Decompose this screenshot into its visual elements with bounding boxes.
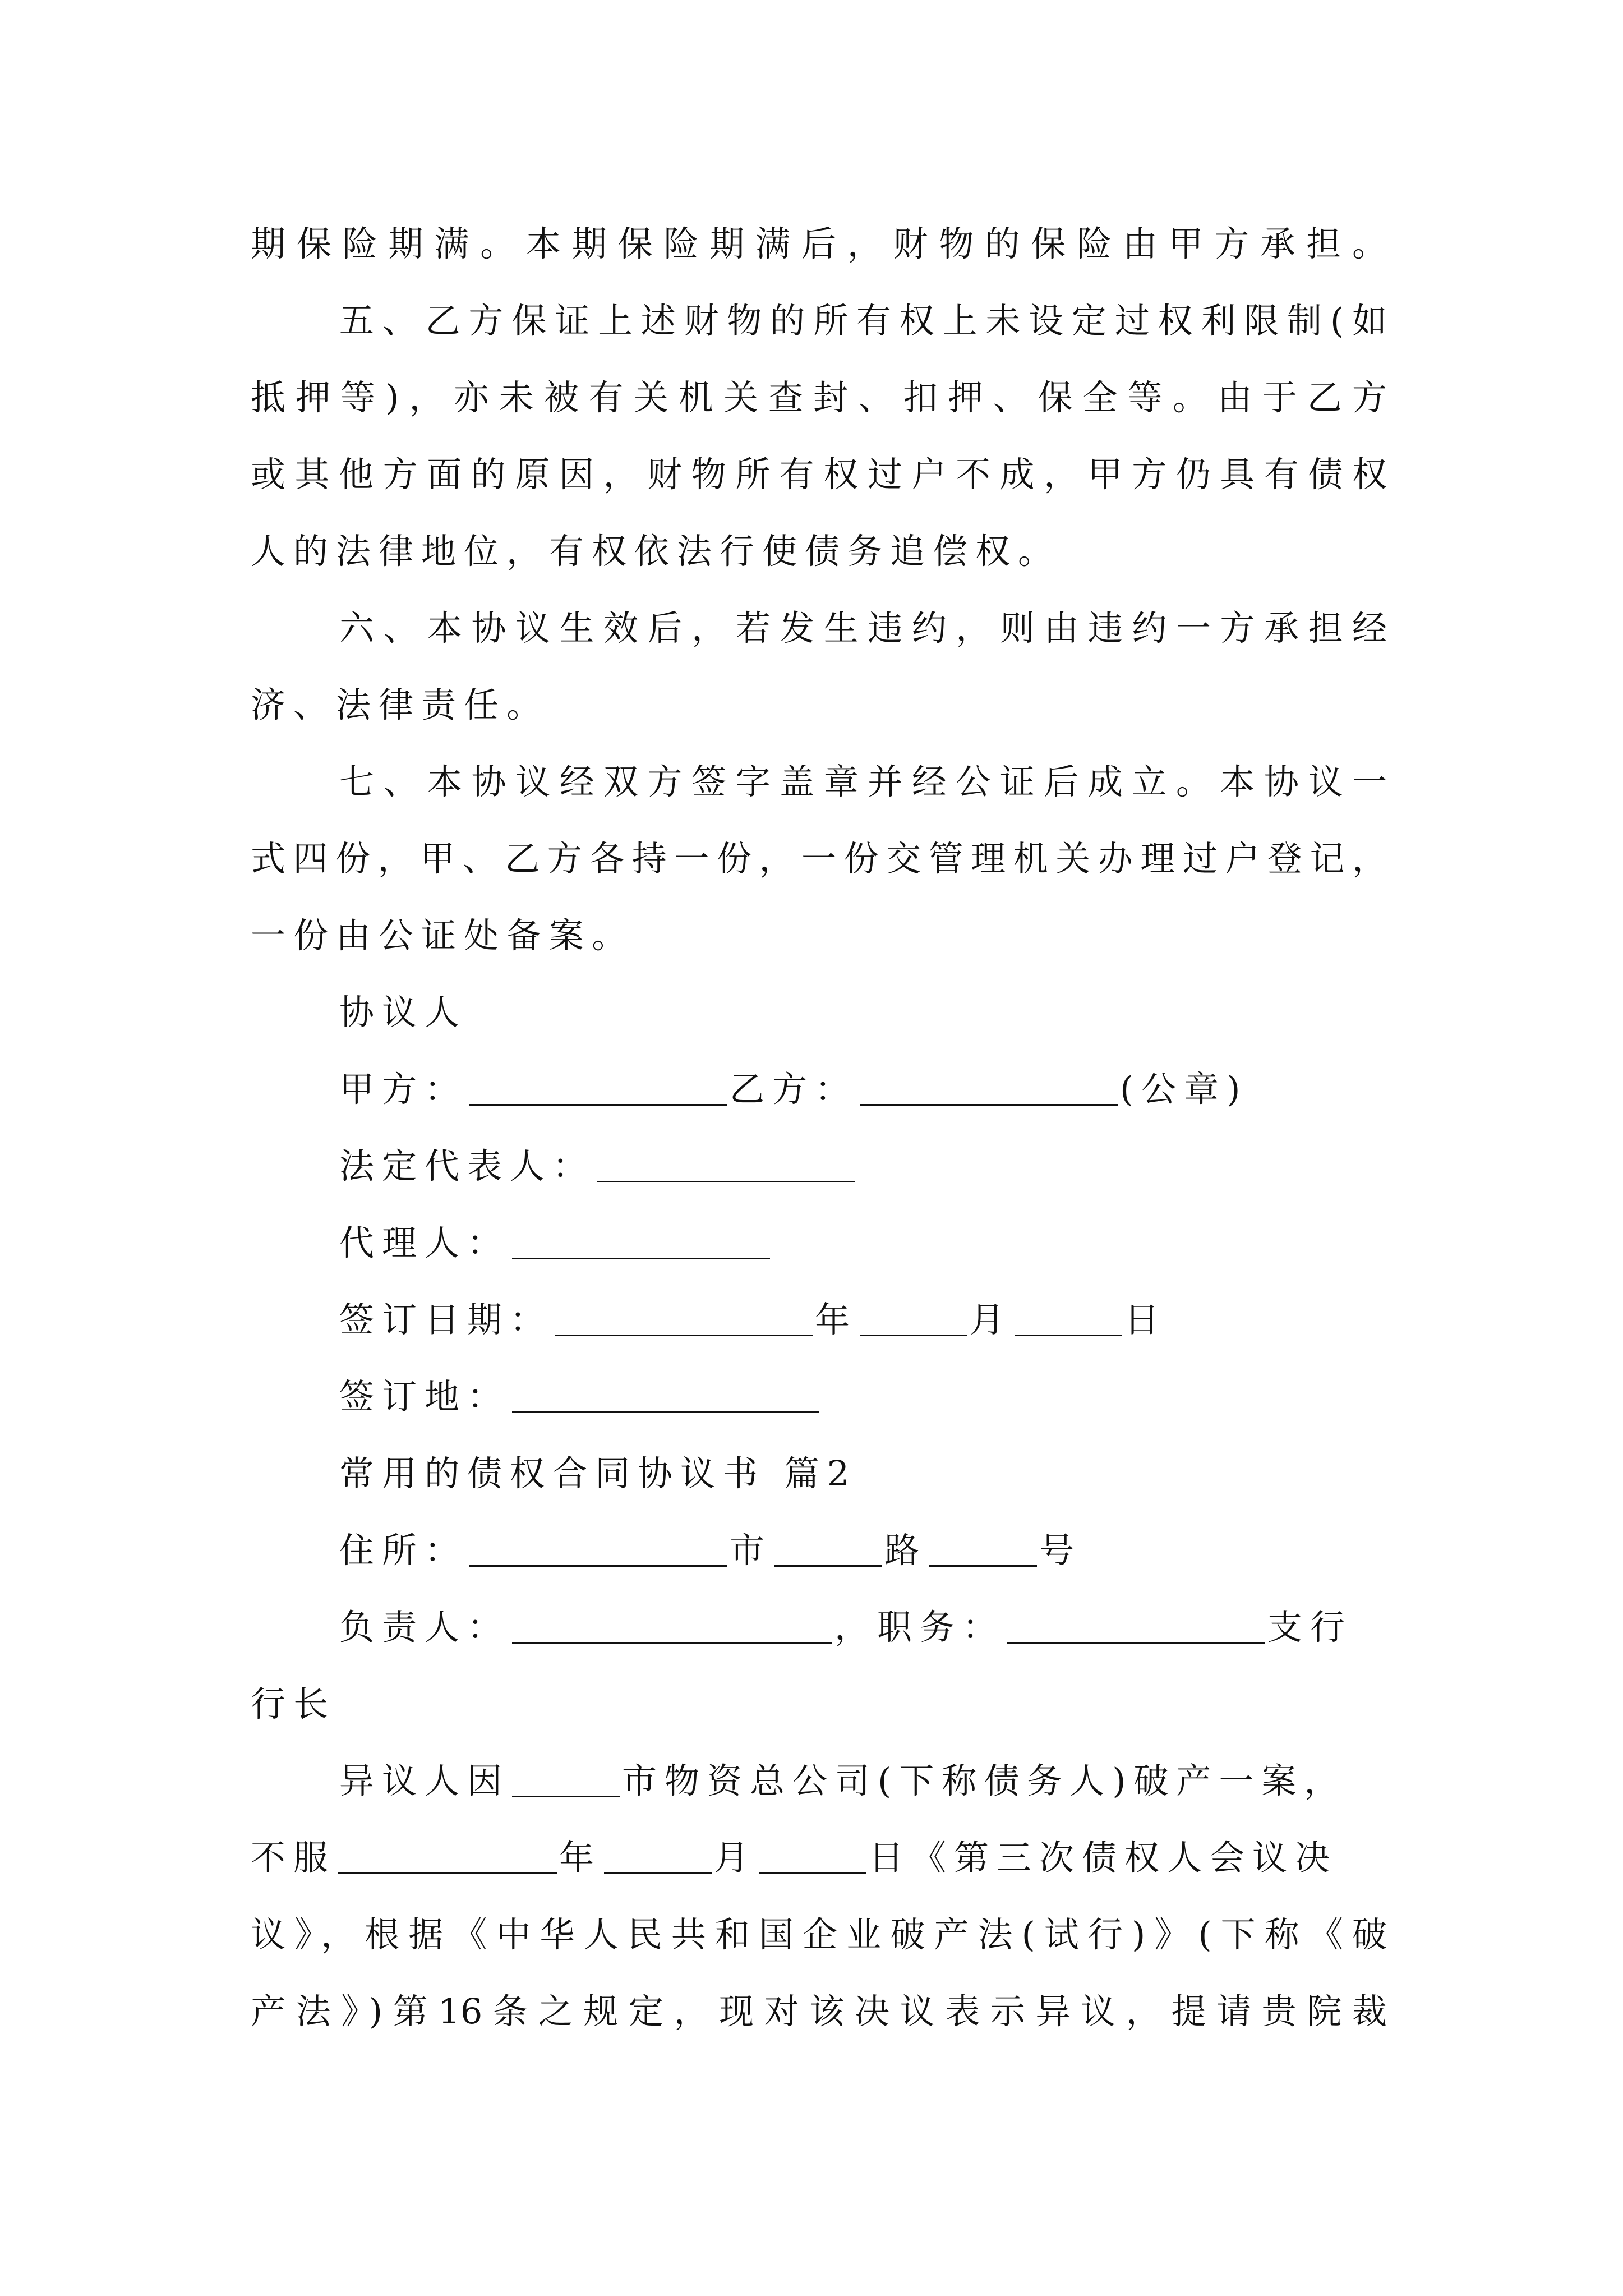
text-line (339, 974, 1387, 1051)
text-line (251, 820, 1387, 897)
text-segment: 异议人因 (339, 1760, 510, 1801)
text-segment: 法定代表人： (339, 1145, 596, 1186)
text-segment: 常用的债权合同协议书 篇2 (339, 1453, 857, 1494)
text-line (251, 1896, 1387, 1973)
text-segment: 六、本协议生效后，若发生违约，则由违约一方承担经 (339, 608, 1387, 648)
text-segment: 日 (1124, 1299, 1168, 1340)
blank-field (469, 1071, 727, 1106)
text-line (339, 282, 1387, 359)
text-segment: 负责人： (339, 1607, 510, 1648)
text-segment: 号 (1039, 1530, 1082, 1571)
text-line (251, 205, 1387, 282)
blank-field (860, 1302, 967, 1336)
text-segment: 一份由公证处备案。 (251, 915, 635, 956)
text-line (251, 359, 1387, 436)
text-segment: 签订日期： (339, 1299, 553, 1340)
blank-field (1015, 1302, 1122, 1336)
text-segment: 代理人： (339, 1222, 510, 1263)
text-segment: 式四份，甲、乙方各持一份，一份交管理机关办理过户登记， (251, 838, 1387, 879)
text-segment: 议》，根据《中华人民共和国企业破产法(试行)》(下称《破 (251, 1914, 1387, 1955)
text-line (339, 1742, 1387, 1819)
text-segment: 抵押等)，亦未被有关机关查封、扣押、保全等。由于乙方 (251, 377, 1387, 418)
text-segment: 市物资总公司(下称债务人)破产一案， (622, 1760, 1347, 1801)
text-line (251, 1973, 1387, 2050)
text-segment: 五、乙方保证上述财物的所有权上未设定过权利限制(如 (339, 300, 1387, 341)
text-segment: ，职务： (834, 1607, 1006, 1648)
text-segment: 住所： (339, 1530, 468, 1571)
text-segment: 产法》)第16条之规定，现对该决议表示异议，提请贵院裁 (251, 1991, 1387, 2032)
text-segment: 签订地： (339, 1376, 510, 1417)
text-line (339, 1435, 1387, 1512)
blank-field (1007, 1609, 1265, 1644)
blank-field (338, 1840, 557, 1874)
text-line (251, 897, 1387, 974)
blank-field (469, 1533, 727, 1567)
blank-field (512, 1763, 620, 1797)
text-line (339, 590, 1387, 666)
text-segment: 协议人 (339, 992, 468, 1033)
text-segment: 七、本协议经双方签字盖章并经公证后成立。本协议一 (339, 761, 1387, 802)
blank-field (597, 1148, 855, 1182)
text-segment: 日《第三次债权人会议决 (869, 1837, 1338, 1878)
text-line (339, 1281, 1387, 1358)
text-line (339, 1512, 1387, 1589)
text-segment: 行长 (251, 1683, 336, 1724)
blank-field (774, 1533, 882, 1567)
text-line (339, 1128, 1387, 1204)
text-line (251, 436, 1387, 513)
blank-field (929, 1533, 1037, 1567)
blank-field (860, 1071, 1118, 1106)
text-segment: 不服 (251, 1837, 336, 1878)
text-segment: 月 (714, 1837, 757, 1878)
text-segment: 甲方： (339, 1069, 468, 1110)
text-line (339, 1051, 1387, 1128)
text-segment: 济、法律责任。 (251, 684, 550, 725)
blank-field (512, 1225, 770, 1259)
blank-field (512, 1609, 832, 1644)
text-segment: 人的法律地位，有权依法行使债务追偿权。 (251, 531, 1061, 572)
text-segment: 支行 (1267, 1607, 1353, 1648)
text-segment: (公章) (1120, 1069, 1248, 1110)
text-line (339, 743, 1387, 820)
text-line (251, 666, 1387, 743)
text-segment: 乙方： (730, 1069, 858, 1110)
text-segment: 市 (730, 1530, 773, 1571)
text-segment: 期保险期满。本期保险期满后，财物的保险由甲方承担。 (251, 223, 1387, 264)
blank-field (555, 1302, 813, 1336)
text-segment: 路 (884, 1530, 928, 1571)
blank-field (604, 1840, 712, 1874)
text-line (251, 1819, 1387, 1896)
text-line (251, 1665, 1387, 1742)
text-segment: 年 (559, 1837, 602, 1878)
blank-field (759, 1840, 866, 1874)
text-line (339, 1358, 1387, 1435)
text-segment: 年 (815, 1299, 858, 1340)
text-line (251, 513, 1387, 590)
text-segment: 或其他方面的原因，财物所有权过户不成，甲方仍具有债权 (251, 454, 1387, 495)
text-segment: 月 (970, 1299, 1013, 1340)
blank-field (512, 1379, 819, 1413)
text-line (339, 1204, 1387, 1281)
text-line (339, 1589, 1387, 1665)
